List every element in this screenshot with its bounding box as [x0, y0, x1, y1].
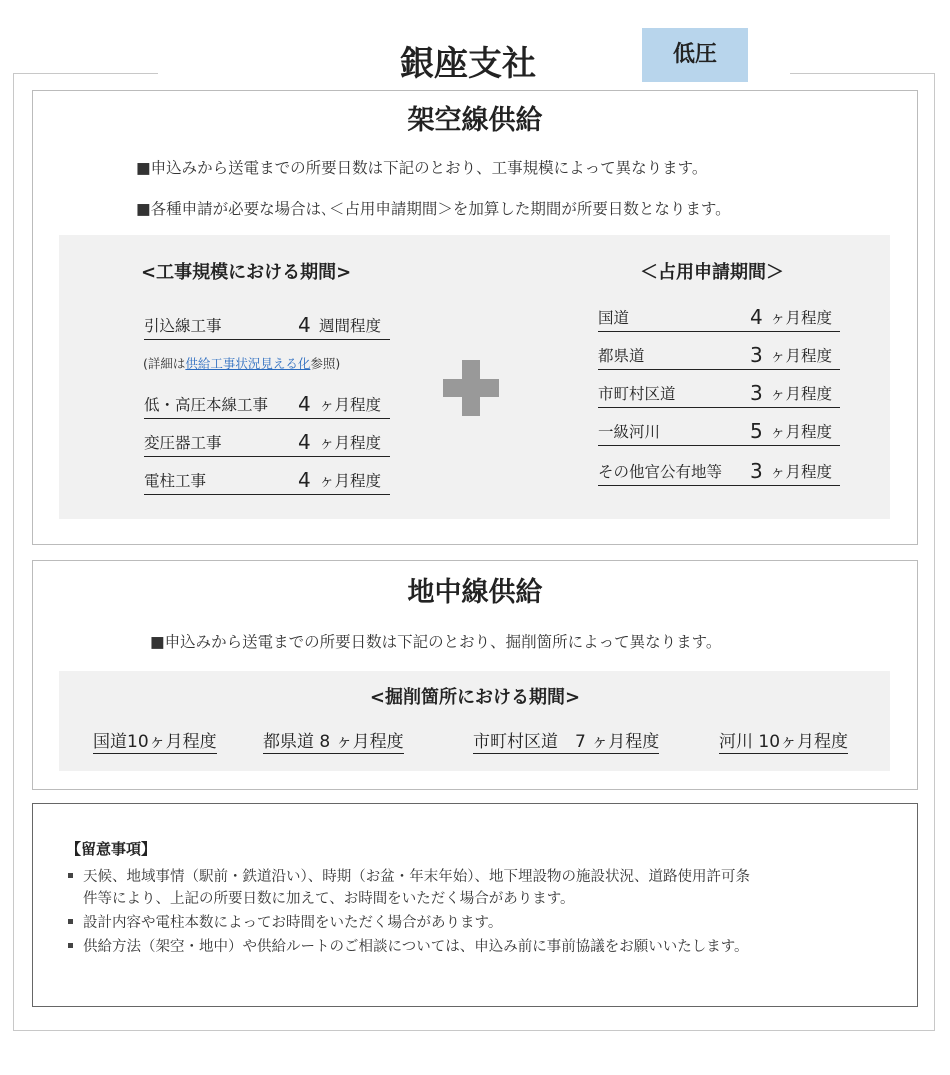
overhead-note-1: ■申込みから送電までの所要日数は下記のとおり、工事規模によって異なります。: [136, 159, 708, 177]
row-unit: ヶ月程度: [319, 472, 382, 490]
voltage-badge: 低圧: [642, 28, 748, 82]
construction-row: [144, 468, 390, 495]
occupancy-row: [598, 381, 840, 408]
row-number: 5: [750, 419, 763, 443]
overhead-title: 架空線供給: [407, 105, 543, 136]
detail-prefix: (詳細は: [143, 356, 186, 371]
underground-note: ■申込みから送電までの所要日数は下記のとおり、掘削箇所によって異なります。: [150, 633, 722, 651]
remark-text: 供給方法（架空・地中）や供給ルートのご相談については、申込み前に事前協議をお願いいたします。: [83, 939, 749, 955]
page-title: 銀座支社: [400, 44, 536, 84]
detail-suffix: 参照): [310, 356, 341, 371]
header: [158, 28, 790, 86]
underground-heading: <掘削箇所における期間>: [369, 687, 581, 708]
remarks-heading: 【留意事項】: [66, 840, 157, 858]
remark-text: 設計内容や電柱本数によってお時間をいただく場合があります。: [83, 915, 503, 931]
remark-text: 件等により、上記の所要日数に加えて、お時間をいただく場合があります。: [83, 891, 575, 907]
underground-item: 市町村区道 7 ヶ月程度: [473, 727, 659, 754]
row-label: 引込線工事: [144, 317, 222, 335]
remark-item: [68, 936, 749, 958]
row-number: 3: [750, 381, 763, 405]
row-number: 3: [750, 343, 763, 367]
row-unit: ヶ月程度: [319, 396, 382, 414]
row-label: 国道: [598, 309, 630, 327]
construction-row: [144, 313, 390, 340]
row-number: 4: [298, 313, 311, 337]
occupancy-row: [598, 343, 840, 370]
underground-item: 河川 10ヶ月程度: [719, 727, 848, 754]
row-label: 低・高圧本線工事: [144, 396, 269, 414]
row-label: 電柱工事: [144, 472, 207, 490]
row-label: 変圧器工事: [144, 434, 222, 452]
row-number: 4: [298, 468, 311, 492]
construction-detail: [143, 354, 340, 372]
occupancy-row: [598, 459, 840, 486]
row-number: 4: [298, 430, 311, 454]
underground-item: 都県道 8 ヶ月程度: [263, 727, 404, 754]
construction-heading: <工事規模における期間>: [141, 262, 352, 283]
row-label: その他官公有地等: [598, 463, 723, 481]
construction-row: [144, 430, 390, 457]
row-number: 4: [750, 305, 763, 329]
underground-item: 国道10ヶ月程度: [93, 727, 217, 754]
remark-text: 天候、地域事情（駅前・鉄道沿い）、時期（お盆・年末年始）、地下埋設物の施設状況、道路使用許可条: [83, 869, 750, 885]
row-unit: ヶ月程度: [770, 309, 833, 327]
remark-item: [68, 912, 502, 934]
overhead-note-2: ■各種申請が必要な場合は､＜占用申請期間＞を加算した期間が所要日数となります。: [136, 200, 731, 218]
row-label: 一級河川: [598, 423, 661, 441]
row-unit: ヶ月程度: [319, 434, 382, 452]
bullet-icon: [68, 943, 73, 948]
row-number: 4: [298, 392, 311, 416]
bullet-icon: [68, 919, 73, 924]
row-unit: ヶ月程度: [770, 385, 833, 403]
occupancy-row: [598, 305, 840, 332]
bullet-icon: [68, 873, 73, 878]
construction-row: [144, 392, 390, 419]
plus-icon: [443, 379, 499, 397]
underground-title: 地中線供給: [407, 577, 543, 608]
row-label: 都県道: [598, 347, 645, 365]
occupancy-row: [598, 419, 840, 446]
remark-item: [68, 866, 750, 888]
remark-item-continued: [83, 888, 575, 910]
occupancy-heading: ＜占用申請期間＞: [640, 262, 784, 283]
row-unit: ヶ月程度: [770, 347, 833, 365]
row-unit: 週間程度: [319, 317, 382, 335]
row-label: 市町村区道: [598, 385, 676, 403]
row-unit: ヶ月程度: [770, 423, 833, 441]
row-unit: ヶ月程度: [770, 463, 833, 481]
construction-status-link[interactable]: 供給工事状況見える化: [185, 356, 311, 371]
row-number: 3: [750, 459, 763, 483]
